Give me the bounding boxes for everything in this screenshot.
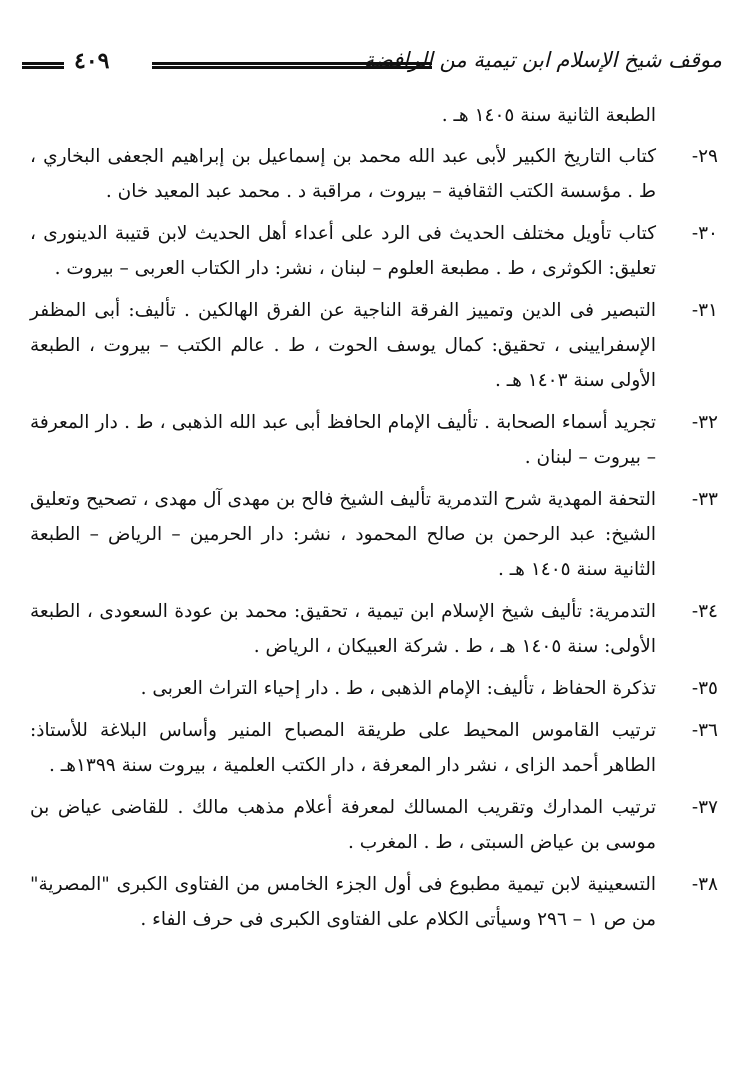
bibliography-entry-37 — [30, 790, 718, 860]
header-rule — [152, 62, 432, 69]
entry-text: ترتيب القاموس المحيط على طريقة المصباح المنير وأساس البلاغة للأستاذ: الطاهر أحمد الزاى ، نشر دار المعرفة ، دار الكتب العلمية ، بيروت سنة ١٣٩٩هـ . — [30, 720, 656, 776]
entry-text: التحفة المهدية شرح التدمرية تأليف الشيخ فالح بن مهدى آل مهدى ، تصحيح وتعليق الشيخ: عبد الرحمن بن صالح المحمود ، نشر: دار الحرمين – الرياض – الطبعة الثانية سنة ١٤٠٥ هـ . — [30, 489, 656, 580]
entry-text: التدمرية: تأليف شيخ الإسلام ابن تيمية ، تحقيق: محمد بن عودة السعودى ، الطبعة الأولى: سنة ١٤٠٥ هـ ، ط . شركة العبيكان ، الرياض . — [30, 601, 656, 657]
entry-number: ٣٠- — [691, 223, 718, 244]
entry-text: كتاب التاريخ الكبير لأبى عبد الله محمد بن إسماعيل بن إبراهيم الجعفى البخاري ، ط . مؤسسة الكتب الثقافية – بيروت ، مراقبة د . محمد عبد المعيد خان . — [30, 146, 656, 202]
bibliography-entry-31 — [30, 293, 718, 398]
entry-number: ٢٩- — [691, 146, 718, 167]
entry-text: ترتيب المدارك وتقريب المسالك لمعرفة أعلام مذهب مالك . للقاضى عياض بن موسى بن عياض السبتى ، ط . المغرب . — [30, 797, 656, 853]
entry-number: ٣٥- — [691, 678, 718, 699]
entry-text: التبصير فى الدين وتمييز الفرقة الناجية عن الفرق الهالكين . تأليف: أبى المظفر الإسفرايينى ، تحقيق: كمال يوسف الحوت ، ط . عالم الكتب – بيروت ، الطبعة الأولى سنة ١٤٠٣ هـ . — [30, 300, 656, 391]
entry-text: تجريد أسماء الصحابة . تأليف الإمام الحافظ أبى عبد الله الذهبى ، ط . دار المعرفة – بيروت – لبنان . — [30, 412, 656, 468]
bibliography-entry-35 — [30, 671, 718, 706]
bibliography-entry-36 — [30, 713, 718, 783]
running-header — [22, 46, 722, 90]
entry-number: ٣١- — [691, 300, 718, 321]
bibliography-entry-33 — [30, 482, 718, 587]
entry-number: ٣٧- — [691, 797, 718, 818]
bibliography-entry-30 — [30, 216, 718, 286]
entry-number: ٣٢- — [691, 412, 718, 433]
header-title: موقف شيخ الإسلام ابن تيمية من الرافضة — [363, 48, 722, 72]
bibliography-list — [30, 98, 718, 944]
bibliography-entry-34 — [30, 594, 718, 664]
bibliography-entry-32 — [30, 405, 718, 475]
bibliography-entry-38 — [30, 867, 718, 937]
bibliography-entry-29 — [30, 139, 718, 209]
continuation-line: الطبعة الثانية سنة ١٤٠٥ هـ . — [441, 105, 656, 126]
page-number: ٤٠٩ — [74, 48, 110, 74]
entry-number: ٣٨- — [691, 874, 718, 895]
entry-number: ٣٦- — [691, 720, 718, 741]
entry-number: ٣٣- — [691, 489, 718, 510]
header-rule-end — [22, 62, 64, 69]
entry-text: تذكرة الحفاظ ، تأليف: الإمام الذهبى ، ط . دار إحياء التراث العربى . — [140, 678, 656, 699]
entry-text: التسعينية لابن تيمية مطبوع فى أول الجزء الخامس من الفتاوى الكبرى "المصرية" من ص ١ – ٢٩٦ وسيأتى الكلام على الفتاوى الكبرى فى حرف الفاء . — [30, 874, 656, 930]
entry-number: ٣٤- — [691, 601, 718, 622]
entry-text: كتاب تأويل مختلف الحديث فى الرد على أعداء أهل الحديث لابن قتيبة الدينورى ، تعليق: الكوثرى ، ط . مطبعة العلوم – لبنان ، نشر: دار الكتاب العربى – بيروت . — [30, 223, 656, 279]
